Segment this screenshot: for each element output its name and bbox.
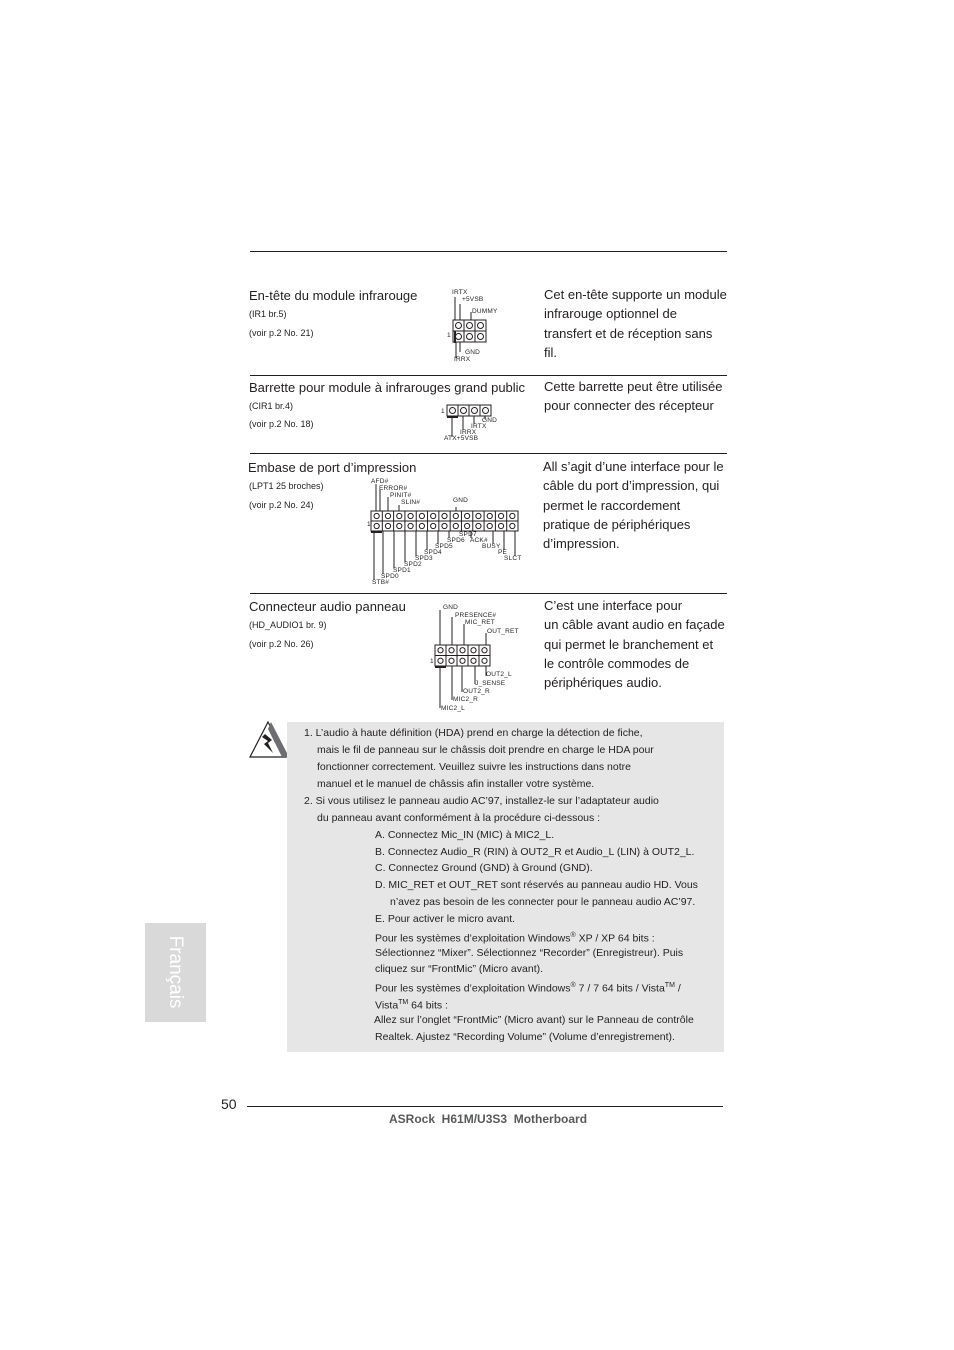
audio-pin-out-ret: OUT_RET bbox=[487, 628, 519, 635]
step-e: E. Pour activer le micro avant. bbox=[375, 913, 516, 925]
ir-ref: (IR1 br.5) bbox=[249, 309, 287, 319]
lpt-voir: (voir p.2 No. 24) bbox=[249, 500, 314, 510]
note-2-line: 2. Si vous utilisez le panneau audio AC’97, installez-le sur l’adaptateur audio bbox=[304, 795, 659, 807]
note-1-line: manuel et le manuel de châssis afin installer votre système. bbox=[317, 778, 595, 790]
audio-pin-out2-l: OUT2_L bbox=[486, 671, 512, 678]
audio-pin-mic2-r: MIC2_R bbox=[453, 696, 479, 703]
audio-pin-mic2-l: MIC2_L bbox=[441, 705, 465, 712]
cir-pin-irtx: IRTX bbox=[471, 423, 487, 430]
cir-pin-gnd: GND bbox=[482, 417, 498, 424]
audio-voir: (voir p.2 No. 26) bbox=[249, 639, 314, 649]
cir-pin-atx5vsb: ATX+5VSB bbox=[444, 435, 479, 442]
note-1-line: 1. L’audio à haute définition (HDA) prend en charge la détection de fiche, bbox=[304, 727, 643, 739]
lpt-pin-error: ERROR# bbox=[379, 485, 408, 492]
lpt-pin-slct: SLCT bbox=[504, 555, 522, 562]
step-c: C. Connectez Ground (GND) à Ground (GND). bbox=[375, 862, 593, 874]
lpt-pin-spd4: SPD4 bbox=[424, 549, 442, 556]
step-d-cont: n’avez pas besoin de les connecter pour le panneau audio AC’97. bbox=[390, 896, 696, 908]
note-2-line: du panneau avant conformément à la procédure ci-dessous : bbox=[317, 812, 601, 824]
cir-voir: (voir p.2 No. 18) bbox=[249, 419, 314, 429]
audio-pin-mic-ret: MIC_RET bbox=[465, 619, 495, 626]
ir-pin-1: 1 bbox=[447, 332, 451, 339]
ir-pin-5vsb: +5VSB bbox=[462, 296, 484, 303]
section-divider bbox=[250, 593, 727, 594]
audio-ref: (HD_AUDIO1 br. 9) bbox=[249, 620, 327, 630]
section-divider bbox=[250, 375, 727, 376]
ir-pin-irrx: IRRX bbox=[454, 356, 471, 363]
lpt-pin-spd5: SPD5 bbox=[435, 543, 453, 550]
vista-instruction-line: Allez sur l’onglet “FrontMic” (Micro avant) sur le Panneau de contrôle bbox=[374, 1014, 694, 1026]
top-rule bbox=[250, 251, 727, 252]
lpt-desc: All s’agit d’une interface pour le câble du port d’impression, qui permet le raccordement pratique de périphériques d’impression. bbox=[543, 459, 724, 552]
footer-rule bbox=[247, 1106, 723, 1107]
ir-voir: (voir p.2 No. 21) bbox=[249, 328, 314, 338]
lpt-pin-spd6: SPD6 bbox=[447, 537, 465, 544]
lpt-pin-pe: PE bbox=[498, 549, 508, 556]
lpt-pin-busy: BUSY bbox=[482, 543, 501, 550]
section-divider bbox=[250, 453, 727, 454]
lpt-pin-spd0: SPD0 bbox=[381, 573, 399, 580]
audio-pin-1: 1 bbox=[430, 658, 434, 665]
lpt-pin-stb: STB# bbox=[372, 579, 390, 586]
step-a: A. Connectez Mic_IN (MIC) à MIC2_L. bbox=[375, 829, 555, 841]
lpt-pin-spd1: SPD1 bbox=[393, 567, 411, 574]
ir-title: En-tête du module infrarouge bbox=[249, 288, 418, 303]
vista-instruction-heading-cont: Vista™ 64 bits : bbox=[375, 999, 448, 1012]
vista-instruction-heading: Pour les systèmes d’exploitation Windows® 7 / 7 64 bits / Vista™ / bbox=[375, 982, 681, 995]
cir-ref: (CIR1 br.4) bbox=[249, 401, 294, 411]
note-1-line: fonctionner correctement. Veuillez suivre les instructions dans notre bbox=[317, 761, 631, 773]
audio-title: Connecteur audio panneau bbox=[249, 599, 406, 614]
lpt-pin-gnd: GND bbox=[453, 497, 469, 504]
step-d: D. MIC_RET et OUT_RET sont réservés au panneau audio HD. Vous bbox=[375, 879, 698, 891]
step-b: B. Connectez Audio_R (RIN) à OUT2_R et Audio_L (LIN) à OUT2_L. bbox=[375, 846, 695, 858]
lpt-pin-1: 1 bbox=[367, 521, 371, 528]
audio-pin-j-sense: J_SENSE bbox=[475, 680, 506, 687]
language-tab-label: Français bbox=[165, 935, 186, 1009]
lpt-pin-spd7: SPD7 bbox=[459, 531, 477, 538]
ir-pin-irtx: IRTX bbox=[452, 289, 468, 296]
cir-pin-irrx: IRRX bbox=[460, 429, 477, 436]
lpt-pin-afd: AFD# bbox=[371, 478, 389, 485]
note-1-line: mais le fil de panneau sur le châssis doit prendre en charge le HDA pour bbox=[317, 744, 654, 756]
xp-instruction-line: Sélectionnez “Mixer”. Sélectionnez “Recorder” (Enregistreur). Puis bbox=[375, 947, 684, 959]
warning-icon bbox=[249, 720, 289, 760]
xp-instruction-line: cliquez sur “FrontMic” (Micro avant). bbox=[375, 963, 544, 975]
lpt-title: Embase de port d’impression bbox=[248, 460, 417, 475]
footer-title: ASRock H61M/U3S3 Motherboard bbox=[389, 1112, 588, 1126]
vista-instruction-line: Realtek. Ajustez “Recording Volume” (Volume d’enregistrement). bbox=[375, 1031, 675, 1043]
audio-desc: C’est une interface pour un câble avant audio en façade qui permet le branchement et le contrôle commodes de périphériques audio. bbox=[544, 598, 725, 691]
lpt-ref: (LPT1 25 broches) bbox=[249, 481, 324, 491]
lpt-pin-pinit: PINIT# bbox=[390, 492, 412, 499]
audio-pin-out2-r: OUT2_R bbox=[463, 688, 490, 695]
lpt-pin-ack: ACK# bbox=[470, 537, 488, 544]
page-number: 50 bbox=[221, 1096, 237, 1112]
audio-pin-presence: PRESENCE# bbox=[455, 612, 497, 619]
audio-pin-gnd: GND bbox=[443, 604, 459, 611]
lpt-pin-spd3: SPD3 bbox=[415, 555, 433, 562]
cir-title: Barrette pour module à infrarouges grand public bbox=[249, 380, 526, 395]
lpt-pin-slin: SLIN# bbox=[401, 499, 421, 506]
cir-desc: Cette barrette peut être utilisée pour connecter des récepteur bbox=[544, 379, 723, 414]
ir-pin-dummy: DUMMY bbox=[472, 308, 498, 315]
ir-desc: Cet en-tête supporte un module infrarouge optionnel de transfert et de réception sans fil. bbox=[544, 287, 727, 360]
xp-instruction-heading: Pour les systèmes d’exploitation Windows® XP / XP 64 bits : bbox=[375, 932, 655, 945]
lpt-pin-spd2: SPD2 bbox=[404, 561, 422, 568]
cir-pin-1: 1 bbox=[441, 408, 445, 415]
ir-pin-gnd: GND bbox=[465, 349, 481, 356]
